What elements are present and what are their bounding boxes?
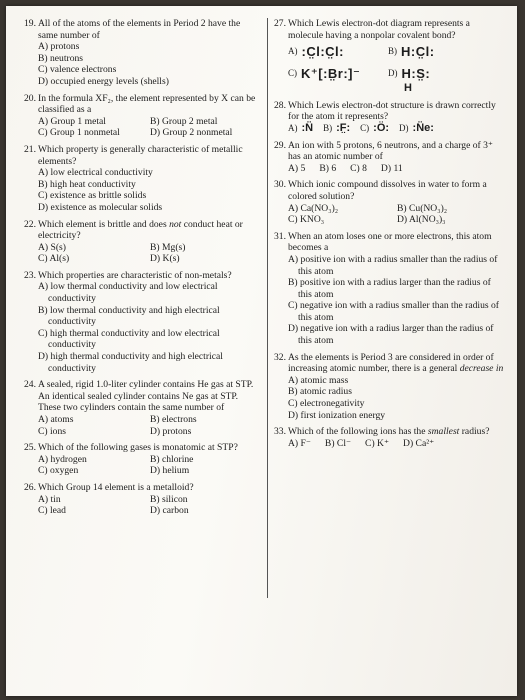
answer-option[interactable]: D) occupied energy levels (shells): [38, 75, 169, 87]
option-label: C): [288, 68, 297, 79]
option-label: A): [288, 46, 298, 57]
question-text: Which element is brittle and does not conduct heat or electricity?: [38, 218, 243, 242]
question-text: A sealed, rigid 1.0-liter cylinder contains He gas at STP. An identical sealed cylinder contains Ne gas at STP. These two cylinders contain the same number of: [38, 379, 254, 414]
answer-option[interactable]: B) neutrons: [38, 52, 84, 64]
answer-option[interactable]: A) hydrogen: [38, 453, 87, 465]
question-20: [24, 93, 262, 139]
question-text: Which properties are characteristic of non-metals?: [38, 269, 232, 281]
answer-option[interactable]: A) atoms: [38, 414, 74, 425]
lewis-structure: :C̤l:C̤l:: [301, 44, 344, 60]
question-28: [274, 100, 506, 135]
question-31: [274, 231, 506, 347]
answer-option[interactable]: B) 6: [319, 162, 337, 174]
question-33: [274, 426, 506, 449]
answer-option[interactable]: D) existence as molecular solids: [38, 201, 163, 213]
emphasis: smallest: [427, 426, 460, 438]
question-text: Which Group 14 element is a metalloid?: [38, 481, 194, 493]
answer-option[interactable]: C) electronegativity: [288, 398, 365, 410]
bonded-hydrogen: H: [404, 82, 412, 95]
question-text: In the formula XF₂, the element represented by X can be classified as a: [38, 92, 256, 116]
lewis-structure: :F̤:: [336, 121, 351, 134]
answer-option[interactable]: A) Group 1 metal: [38, 115, 106, 127]
question-32: [274, 352, 506, 422]
answer-option[interactable]: [288, 68, 388, 80]
answer-option[interactable]: C) KNO₃: [288, 214, 325, 226]
lewis-structure: H:S̤:: [401, 66, 431, 82]
answer-option[interactable]: [288, 46, 388, 58]
answer-option[interactable]: C) Group 1 nonmetal: [38, 127, 120, 139]
lewis-structure: H:C̤l:: [401, 44, 435, 60]
question-23: [24, 270, 262, 374]
answer-option[interactable]: C) lead: [38, 505, 66, 517]
worksheet-page: [6, 6, 517, 696]
question-22: [24, 219, 262, 265]
answer-option[interactable]: A) S(s): [38, 241, 66, 253]
answer-option[interactable]: C) valence electrons: [38, 64, 117, 76]
column-divider: [267, 18, 268, 598]
question-19: [24, 18, 262, 88]
answer-option[interactable]: D) high thermal conductivity and high electrical conductivity: [38, 351, 223, 374]
answer-option[interactable]: C) Al(s): [38, 253, 70, 265]
question-number: 20.: [24, 92, 36, 104]
answer-option[interactable]: A) F⁻: [288, 437, 311, 449]
lewis-dot-options: [288, 123, 506, 135]
question-number: 29.: [274, 139, 286, 151]
answer-option[interactable]: A) positive ion with a radius smaller than the radius of this atom: [288, 253, 498, 277]
question-27: [274, 18, 506, 95]
answer-option[interactable]: A) atomic mass: [288, 374, 349, 386]
question-26: [24, 482, 262, 517]
question-number: 25.: [24, 442, 36, 454]
question-text: As the elements is Period 3 are considered in order of increasing atomic number, there is a general decrease in: [288, 351, 504, 375]
lewis-structure: :N̈: [301, 121, 314, 134]
left-column: [24, 18, 262, 522]
answer-option[interactable]: D) negative ion with a radius larger than the radius of this atom: [288, 323, 494, 347]
question-number: 30.: [274, 179, 286, 191]
lewis-diagram-options: [288, 41, 506, 95]
question-number: 31.: [274, 230, 286, 242]
answer-option[interactable]: A) protons: [38, 41, 80, 53]
lewis-structure: K⁺[:B̤r:]⁻: [301, 66, 361, 82]
answer-option[interactable]: C) ions: [38, 425, 66, 437]
answer-option[interactable]: A) low electrical conductivity: [38, 167, 153, 179]
right-column: [274, 18, 506, 454]
answer-option[interactable]: B) atomic radius: [288, 386, 352, 398]
answer-option[interactable]: D) protons: [150, 425, 192, 437]
answer-option[interactable]: D) K(s): [150, 253, 180, 265]
question-number: 27.: [274, 18, 286, 29]
answer-option[interactable]: [388, 46, 488, 58]
question-number: 23.: [24, 269, 36, 281]
question-number: 24.: [24, 379, 36, 391]
answer-option[interactable]: B) chlorine: [150, 453, 194, 465]
question-24: [24, 379, 262, 437]
option-label: B): [388, 46, 397, 57]
answer-option[interactable]: B) low thermal conductivity and high electrical conductivity: [38, 304, 220, 328]
answer-option[interactable]: D) Al(NO₃)₃: [397, 214, 446, 226]
answer-option[interactable]: B) electrons: [150, 414, 197, 425]
answer-option[interactable]: D) :N̈e:: [399, 121, 434, 134]
question-number: 21.: [24, 143, 36, 155]
question-number: 28.: [274, 99, 286, 111]
question-25: [24, 442, 262, 477]
lewis-structure: :Ö:: [373, 121, 390, 134]
answer-option[interactable]: B) silicon: [150, 493, 188, 505]
question-number: 19.: [24, 18, 36, 29]
answer-option[interactable]: B) positive ion with a radius larger than the radius of this atom: [288, 277, 491, 300]
question-text: An ion with 5 protons, 6 neutrons, and a charge of 3⁺ has an atomic number of: [288, 139, 493, 163]
answer-option[interactable]: C) negative ion with a radius smaller than the radius of this atom: [288, 300, 500, 323]
answer-option[interactable]: B) :F̤:: [323, 121, 351, 134]
question-number: 22.: [24, 218, 36, 230]
answer-option[interactable]: C) oxygen: [38, 465, 79, 477]
question-text: Which of the following ions has the smallest radius?: [288, 426, 490, 438]
answer-option[interactable]: B) high heat conductivity: [38, 178, 136, 190]
question-29: [274, 140, 506, 175]
question-text: Which ionic compound dissolves in water to form a colored solution?: [288, 179, 487, 202]
question-number: 33.: [274, 426, 286, 438]
answer-option[interactable]: B) Mg(s): [150, 241, 186, 253]
question-30: [274, 179, 506, 225]
answer-option[interactable]: C) :Ö:: [360, 121, 390, 134]
answer-option[interactable]: B) Group 2 metal: [150, 115, 218, 127]
answer-option[interactable]: C) K⁺: [365, 437, 390, 449]
answer-option[interactable]: A) tin: [38, 493, 61, 505]
question-text: All of the atoms of the elements in Period 2 have the same number of: [38, 18, 241, 41]
answer-option[interactable]: B) Cl⁻: [324, 437, 352, 449]
answer-option[interactable]: C) existence as brittle solids: [38, 190, 147, 202]
answer-option[interactable]: D) 11: [380, 162, 403, 174]
question-number: 32.: [274, 351, 286, 363]
answer-option[interactable]: A) low thermal conductivity and low electrical conductivity: [38, 281, 218, 305]
answer-option[interactable]: C) high thermal conductivity and low electrical conductivity: [38, 327, 220, 351]
answer-option[interactable]: B) Cu(NO₃)₂: [397, 202, 448, 214]
lewis-structure: :N̈e:: [412, 121, 434, 134]
option-label: D): [388, 68, 398, 79]
answer-option[interactable]: A) 5: [288, 162, 306, 174]
answer-option[interactable]: C) 8: [350, 162, 367, 174]
answer-option[interactable]: D) helium: [150, 465, 190, 477]
answer-option[interactable]: D) Ca²⁺: [403, 437, 435, 449]
question-text: Which Lewis electron-dot diagram represents a molecule having a nonpolar covalent bond?: [288, 18, 470, 41]
answer-option[interactable]: A) Ca(NO₃)₂: [288, 202, 339, 214]
answer-option[interactable]: A) :N̈: [288, 121, 314, 134]
question-text: Which of the following gases is monatomic at STP?: [38, 442, 238, 454]
question-number: 26.: [24, 481, 36, 493]
answer-option[interactable]: D) first ionization energy: [288, 409, 386, 421]
answer-option[interactable]: D) carbon: [150, 505, 189, 517]
answer-option[interactable]: D) Group 2 nonmetal: [150, 127, 233, 139]
emphasis: decrease in: [459, 363, 504, 375]
emphasis: not: [169, 218, 182, 230]
question-text: Which Lewis electron-dot structure is drawn correctly for the atom it represents?: [288, 99, 496, 123]
question-21: [24, 144, 262, 214]
question-text: When an atom loses one or more electrons, this atom becomes a: [288, 230, 492, 254]
answer-option[interactable]: [388, 68, 488, 80]
question-text: Which property is generally characteristic of metallic elements?: [38, 143, 243, 167]
